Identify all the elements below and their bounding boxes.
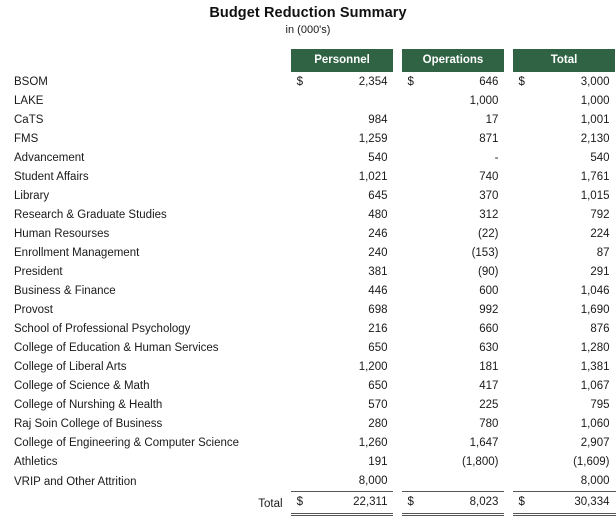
column-gap bbox=[393, 168, 401, 187]
column-gap bbox=[393, 130, 401, 149]
table-row bbox=[0, 339, 616, 358]
total-currency bbox=[513, 263, 539, 282]
total-currency bbox=[513, 111, 539, 130]
operations-value: 370 bbox=[479, 190, 499, 202]
total-value: 224 bbox=[590, 228, 610, 240]
row-label: College of Education & Human Services bbox=[14, 342, 219, 354]
total-currency bbox=[513, 187, 539, 206]
table-row bbox=[0, 320, 616, 339]
operations-value: 312 bbox=[479, 209, 499, 221]
operations-currency bbox=[402, 320, 428, 339]
operations-value: 17 bbox=[485, 114, 499, 126]
total-currency bbox=[513, 149, 539, 168]
column-gap bbox=[504, 396, 512, 415]
operations-value: 992 bbox=[479, 304, 499, 316]
column-gap bbox=[393, 358, 401, 377]
personnel-value: 1,200 bbox=[358, 361, 388, 373]
operations-value: 630 bbox=[479, 342, 499, 354]
operations-value: 181 bbox=[479, 361, 499, 373]
row-label: College of Science & Math bbox=[14, 380, 150, 392]
total-value: 2,130 bbox=[580, 133, 610, 145]
operations-currency bbox=[402, 168, 428, 187]
total-value: 1,280 bbox=[580, 342, 610, 354]
total-value: 876 bbox=[590, 323, 610, 335]
personnel-currency bbox=[291, 225, 317, 244]
personnel-currency bbox=[291, 301, 317, 320]
operations-value bbox=[428, 472, 505, 492]
personnel-value: 1,260 bbox=[358, 437, 388, 449]
total-value: 1,060 bbox=[580, 418, 610, 430]
column-header-personnel[interactable]: Personnel bbox=[291, 49, 394, 73]
operations-value: 600 bbox=[479, 285, 499, 297]
column-gap bbox=[393, 472, 401, 492]
personnel-currency bbox=[291, 263, 317, 282]
table-row bbox=[0, 396, 616, 415]
column-gap bbox=[504, 263, 512, 282]
operations-value: 871 bbox=[479, 133, 499, 145]
operations-currency bbox=[402, 130, 428, 149]
personnel-currency bbox=[291, 111, 317, 130]
table-row bbox=[0, 187, 616, 206]
column-header-operations[interactable]: Operations bbox=[402, 49, 505, 73]
total-value: 1,690 bbox=[580, 304, 610, 316]
total-total-currency: $ bbox=[513, 492, 539, 515]
personnel-currency bbox=[291, 339, 317, 358]
total-currency bbox=[513, 130, 539, 149]
operations-value: 646 bbox=[479, 76, 499, 88]
total-personnel-value: 22,311 bbox=[317, 492, 394, 515]
total-currency bbox=[513, 225, 539, 244]
personnel-currency bbox=[291, 92, 317, 111]
table-row bbox=[0, 472, 616, 492]
column-gap bbox=[504, 472, 512, 492]
total-value: 1,000 bbox=[580, 95, 610, 107]
total-currency bbox=[513, 434, 539, 453]
column-gap bbox=[504, 111, 512, 130]
table-row bbox=[0, 149, 616, 168]
table-header-row bbox=[0, 49, 616, 73]
personnel-value: 2,354 bbox=[358, 76, 388, 88]
row-label: College of Liberal Arts bbox=[14, 361, 127, 373]
total-value: 1,761 bbox=[580, 171, 610, 183]
total-currency: $ bbox=[518, 76, 525, 88]
total-currency bbox=[513, 377, 539, 396]
total-operations-value: 8,023 bbox=[428, 492, 505, 515]
personnel-currency bbox=[291, 206, 317, 225]
row-label: CaTS bbox=[14, 114, 44, 126]
operations-currency: $ bbox=[407, 76, 414, 88]
personnel-currency bbox=[291, 453, 317, 472]
personnel-value: 480 bbox=[368, 209, 388, 221]
operations-value: - bbox=[494, 152, 499, 164]
total-currency bbox=[513, 472, 539, 492]
personnel-currency bbox=[291, 282, 317, 301]
table-row bbox=[0, 206, 616, 225]
operations-currency bbox=[402, 244, 428, 263]
personnel-value: 650 bbox=[368, 342, 388, 354]
row-label: Human Resourses bbox=[14, 228, 110, 240]
column-gap bbox=[504, 73, 512, 93]
personnel-value: 570 bbox=[368, 399, 388, 411]
personnel-currency bbox=[291, 244, 317, 263]
total-currency bbox=[513, 92, 539, 111]
personnel-currency bbox=[291, 472, 317, 492]
column-gap bbox=[393, 453, 401, 472]
row-label: College of Nurshing & Health bbox=[14, 399, 163, 411]
column-gap bbox=[504, 225, 512, 244]
operations-currency bbox=[402, 358, 428, 377]
personnel-currency bbox=[291, 130, 317, 149]
operations-currency bbox=[402, 339, 428, 358]
operations-currency bbox=[402, 282, 428, 301]
row-label: Library bbox=[14, 190, 50, 202]
operations-currency bbox=[402, 111, 428, 130]
column-gap bbox=[504, 301, 512, 320]
operations-value: 225 bbox=[479, 399, 499, 411]
personnel-value: 1,021 bbox=[358, 171, 388, 183]
column-gap bbox=[393, 206, 401, 225]
personnel-currency bbox=[291, 396, 317, 415]
header-gap-1 bbox=[393, 49, 401, 73]
total-currency bbox=[513, 358, 539, 377]
table-row bbox=[0, 73, 616, 93]
column-gap bbox=[504, 149, 512, 168]
row-label: Advancement bbox=[14, 152, 85, 164]
table-header bbox=[0, 49, 616, 73]
column-gap bbox=[393, 415, 401, 434]
column-gap bbox=[504, 244, 512, 263]
table-row bbox=[0, 358, 616, 377]
page-title: Budget Reduction Summary bbox=[209, 5, 407, 21]
total-currency bbox=[513, 168, 539, 187]
table-row bbox=[0, 225, 616, 244]
column-gap bbox=[393, 149, 401, 168]
personnel-value: 240 bbox=[368, 247, 388, 259]
column-gap bbox=[504, 206, 512, 225]
table-body bbox=[0, 73, 616, 515]
column-gap bbox=[393, 282, 401, 301]
column-gap bbox=[393, 320, 401, 339]
operations-currency bbox=[402, 453, 428, 472]
column-gap bbox=[504, 282, 512, 301]
table-row bbox=[0, 434, 616, 453]
total-value: 3,000 bbox=[580, 76, 610, 88]
column-gap bbox=[504, 187, 512, 206]
operations-currency bbox=[402, 377, 428, 396]
total-row-label: Total bbox=[258, 497, 283, 510]
operations-currency bbox=[402, 149, 428, 168]
total-value: 1,381 bbox=[580, 361, 610, 373]
row-label: Athletics bbox=[14, 456, 58, 468]
total-total-value: 30,334 bbox=[539, 492, 616, 515]
column-gap bbox=[393, 396, 401, 415]
row-label: Research & Graduate Studies bbox=[14, 209, 167, 221]
total-value: 1,046 bbox=[580, 285, 610, 297]
operations-currency bbox=[402, 263, 428, 282]
row-label: President bbox=[14, 266, 63, 278]
operations-currency bbox=[402, 415, 428, 434]
row-label: College of Engineering & Computer Science bbox=[14, 437, 240, 449]
operations-value: (90) bbox=[477, 266, 499, 278]
personnel-value: 8,000 bbox=[317, 472, 394, 492]
operations-currency bbox=[402, 434, 428, 453]
personnel-value: 650 bbox=[368, 380, 388, 392]
operations-value: 660 bbox=[479, 323, 499, 335]
row-label: VRIP and Other Attrition bbox=[14, 475, 137, 488]
table-row bbox=[0, 92, 616, 111]
row-label: Provost bbox=[14, 304, 53, 316]
operations-value: (153) bbox=[471, 247, 499, 259]
table-row bbox=[0, 453, 616, 472]
total-personnel-currency: $ bbox=[291, 492, 317, 515]
personnel-value: 280 bbox=[368, 418, 388, 430]
operations-currency bbox=[402, 472, 428, 492]
personnel-currency bbox=[291, 415, 317, 434]
column-gap bbox=[504, 168, 512, 187]
table-row bbox=[0, 282, 616, 301]
personnel-value: 698 bbox=[368, 304, 388, 316]
column-gap bbox=[504, 92, 512, 111]
table-row bbox=[0, 168, 616, 187]
operations-value: 1,000 bbox=[469, 95, 499, 107]
personnel-currency bbox=[291, 187, 317, 206]
row-label: Business & Finance bbox=[14, 285, 116, 297]
column-gap bbox=[504, 434, 512, 453]
operations-currency bbox=[402, 206, 428, 225]
column-gap bbox=[393, 492, 401, 515]
header-spacer bbox=[0, 49, 291, 73]
total-value: 1,015 bbox=[580, 190, 610, 202]
total-currency bbox=[513, 206, 539, 225]
row-label: BSOM bbox=[14, 76, 48, 88]
table-total-row bbox=[0, 492, 616, 515]
total-value: 1,067 bbox=[580, 380, 610, 392]
personnel-currency bbox=[291, 168, 317, 187]
column-gap bbox=[393, 225, 401, 244]
row-label: School of Professional Psychology bbox=[14, 323, 191, 335]
personnel-value: 246 bbox=[368, 228, 388, 240]
operations-value: 780 bbox=[479, 418, 499, 430]
personnel-currency bbox=[291, 149, 317, 168]
personnel-value: 984 bbox=[368, 114, 388, 126]
table-row bbox=[0, 415, 616, 434]
personnel-currency: $ bbox=[296, 76, 303, 88]
column-gap bbox=[393, 339, 401, 358]
personnel-value: 1,259 bbox=[358, 133, 388, 145]
row-label: Raj Soin College of Business bbox=[14, 418, 163, 430]
personnel-currency bbox=[291, 377, 317, 396]
header-gap-2 bbox=[504, 49, 512, 73]
row-label: LAKE bbox=[14, 95, 44, 107]
total-value: 2,907 bbox=[580, 437, 610, 449]
total-value: 8,000 bbox=[539, 472, 616, 492]
total-currency bbox=[513, 396, 539, 415]
total-value: (1,609) bbox=[573, 456, 610, 468]
row-label: Enrollment Management bbox=[14, 247, 140, 259]
total-currency bbox=[513, 282, 539, 301]
personnel-currency bbox=[291, 320, 317, 339]
operations-value: (22) bbox=[477, 228, 499, 240]
operations-currency bbox=[402, 301, 428, 320]
column-gap bbox=[393, 187, 401, 206]
operations-value: 417 bbox=[479, 380, 499, 392]
total-currency bbox=[513, 339, 539, 358]
operations-currency bbox=[402, 187, 428, 206]
row-label: Student Affairs bbox=[14, 171, 89, 183]
total-value: 1,001 bbox=[580, 114, 610, 126]
table-row bbox=[0, 263, 616, 282]
personnel-value bbox=[317, 92, 394, 111]
total-currency bbox=[513, 320, 539, 339]
operations-currency bbox=[402, 396, 428, 415]
total-currency bbox=[513, 244, 539, 263]
personnel-currency bbox=[291, 358, 317, 377]
personnel-value: 540 bbox=[368, 152, 388, 164]
column-gap bbox=[393, 301, 401, 320]
column-gap bbox=[393, 92, 401, 111]
page-subtitle: in (000's) bbox=[285, 24, 331, 36]
column-gap bbox=[393, 73, 401, 93]
column-gap bbox=[504, 320, 512, 339]
column-header-total[interactable]: Total bbox=[513, 49, 616, 73]
total-value: 795 bbox=[590, 399, 610, 411]
total-value: 291 bbox=[590, 266, 610, 278]
total-value: 792 bbox=[590, 209, 610, 221]
table-row bbox=[0, 377, 616, 396]
table-row bbox=[0, 301, 616, 320]
operations-currency bbox=[402, 92, 428, 111]
column-gap bbox=[504, 415, 512, 434]
total-currency bbox=[513, 453, 539, 472]
column-gap bbox=[504, 453, 512, 472]
column-gap bbox=[504, 130, 512, 149]
column-gap bbox=[504, 377, 512, 396]
column-gap bbox=[393, 263, 401, 282]
operations-value: (1,800) bbox=[462, 456, 499, 468]
table-row bbox=[0, 111, 616, 130]
row-label: FMS bbox=[14, 133, 39, 145]
personnel-currency bbox=[291, 434, 317, 453]
column-gap bbox=[393, 244, 401, 263]
total-operations-currency: $ bbox=[402, 492, 428, 515]
personnel-value: 216 bbox=[368, 323, 388, 335]
personnel-value: 191 bbox=[368, 456, 388, 468]
total-currency bbox=[513, 301, 539, 320]
column-gap bbox=[504, 358, 512, 377]
total-value: 540 bbox=[590, 152, 610, 164]
operations-value: 740 bbox=[479, 171, 499, 183]
personnel-value: 381 bbox=[368, 266, 388, 278]
personnel-value: 645 bbox=[368, 190, 388, 202]
total-currency bbox=[513, 415, 539, 434]
operations-currency bbox=[402, 225, 428, 244]
total-value: 87 bbox=[596, 247, 610, 259]
budget-reduction-table bbox=[0, 48, 616, 516]
column-gap bbox=[393, 111, 401, 130]
operations-value: 1,647 bbox=[469, 437, 499, 449]
personnel-value: 446 bbox=[368, 285, 388, 297]
table-row bbox=[0, 130, 616, 149]
column-gap bbox=[393, 434, 401, 453]
column-gap bbox=[393, 377, 401, 396]
table-row bbox=[0, 244, 616, 263]
column-gap bbox=[504, 492, 512, 515]
column-gap bbox=[504, 339, 512, 358]
